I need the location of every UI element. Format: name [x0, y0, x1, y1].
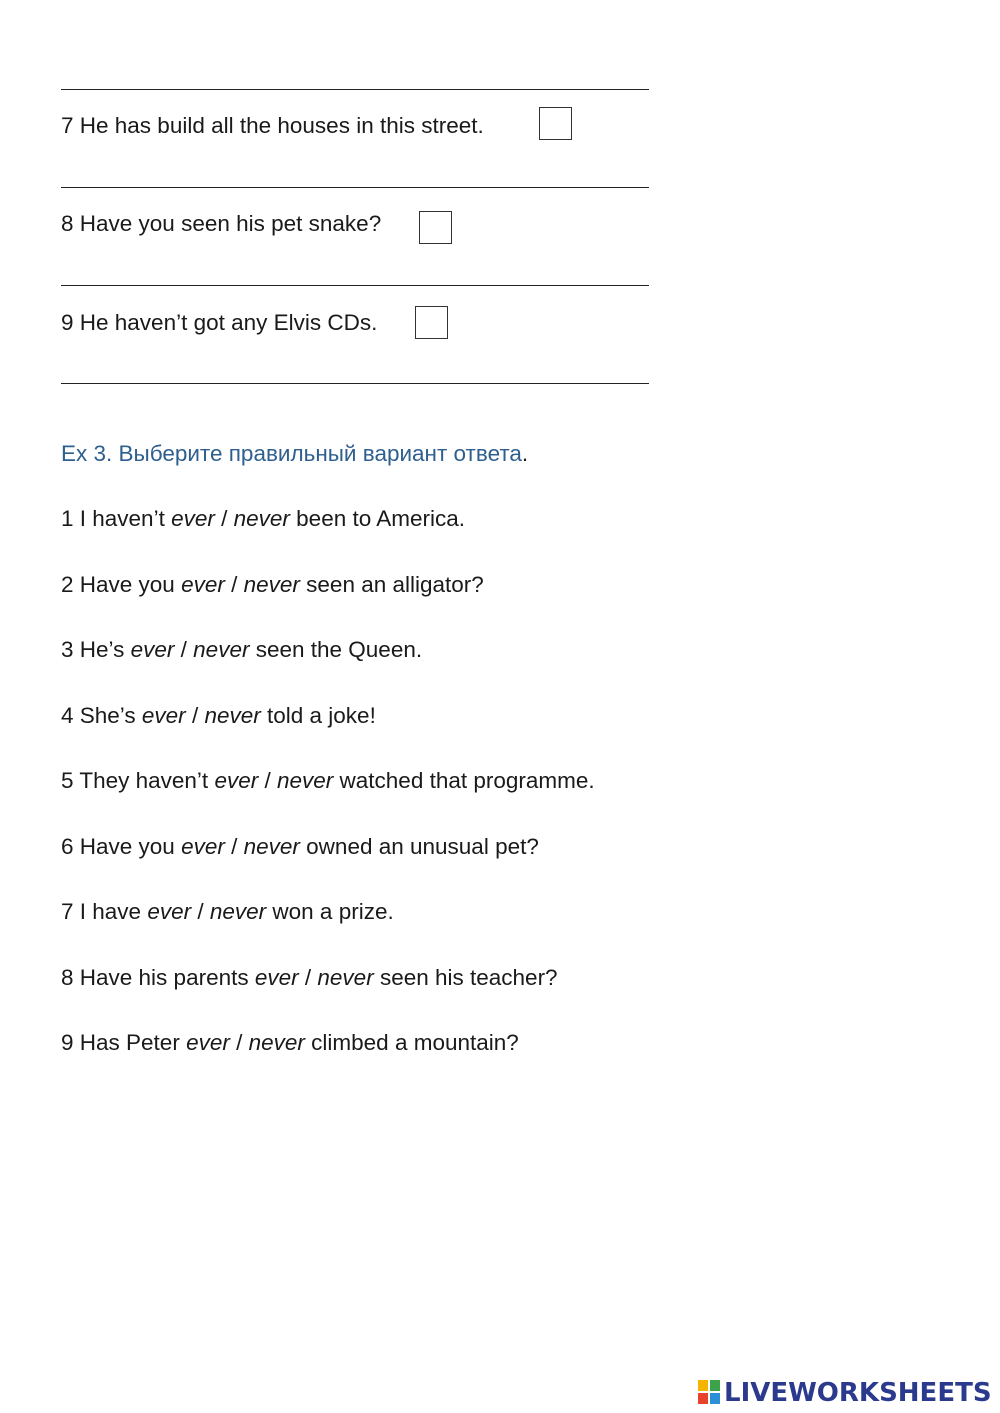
option-never[interactable]: never — [276, 768, 334, 793]
option-ever[interactable]: ever — [130, 637, 175, 662]
ex2-sentence-8: 8 Have you seen his pet snake? — [61, 211, 382, 236]
answer-line[interactable] — [61, 383, 649, 384]
ex2-checkbox-9[interactable] — [415, 306, 448, 339]
ex3-item: 5 They haven’t ever / never watched that programme. — [61, 768, 595, 793]
ex3-item: 7 I have ever / never won a prize. — [61, 899, 394, 924]
option-ever[interactable]: ever — [254, 965, 299, 990]
ex3-item: 6 Have you ever / never owned an unusual pet? — [61, 834, 539, 859]
liveworksheets-logo-icon — [698, 1380, 722, 1406]
liveworksheets-logo — [698, 1378, 992, 1408]
option-never[interactable]: never — [317, 965, 374, 990]
ex3-item: 8 Have his parents ever / never seen his teacher? — [61, 965, 558, 990]
ex3-item: 3 He’s ever / never seen the Queen. — [61, 637, 423, 662]
option-ever[interactable]: ever — [147, 899, 192, 924]
logo-square — [698, 1393, 708, 1404]
option-never[interactable]: never — [248, 1030, 305, 1055]
exercise-3-heading: Ex 3. Выберите правильный вариант ответа. — [61, 441, 529, 466]
option-ever[interactable]: ever — [171, 506, 215, 531]
option-ever[interactable]: ever — [141, 703, 186, 728]
option-ever[interactable]: ever — [181, 834, 225, 859]
option-never[interactable]: never — [209, 899, 267, 924]
answer-line[interactable] — [61, 285, 649, 286]
ex2-sentence-7: 7 He has build all the houses in this street. — [61, 113, 484, 138]
option-never[interactable]: never — [243, 834, 300, 859]
ex2-checkbox-8[interactable] — [419, 211, 452, 244]
option-never[interactable]: never — [233, 506, 290, 531]
option-ever[interactable]: ever — [186, 1030, 230, 1055]
liveworksheets-wordmark: LIVEWORKSHEETS — [724, 1378, 992, 1408]
option-ever[interactable]: ever — [214, 768, 259, 793]
ex2-sentence-9: 9 He haven’t got any Elvis CDs. — [61, 310, 378, 335]
option-never[interactable]: never — [243, 572, 300, 597]
answer-line[interactable] — [61, 89, 649, 90]
option-never[interactable]: never — [193, 637, 250, 662]
ex2-checkbox-7[interactable] — [539, 107, 572, 140]
logo-square — [698, 1380, 708, 1391]
ex3-item: 4 She’s ever / never told a joke! — [61, 703, 376, 728]
answer-line[interactable] — [61, 187, 649, 188]
ex3-item: 9 Has Peter ever / never climbed a mountain? — [61, 1030, 519, 1055]
ex3-item: 2 Have you ever / never seen an alligator? — [61, 572, 484, 597]
option-never[interactable]: never — [204, 703, 261, 728]
logo-square — [710, 1380, 720, 1391]
logo-square — [710, 1393, 720, 1404]
ex3-item: 1 I haven’t ever / never been to America. — [61, 506, 466, 531]
option-ever[interactable]: ever — [181, 572, 225, 597]
